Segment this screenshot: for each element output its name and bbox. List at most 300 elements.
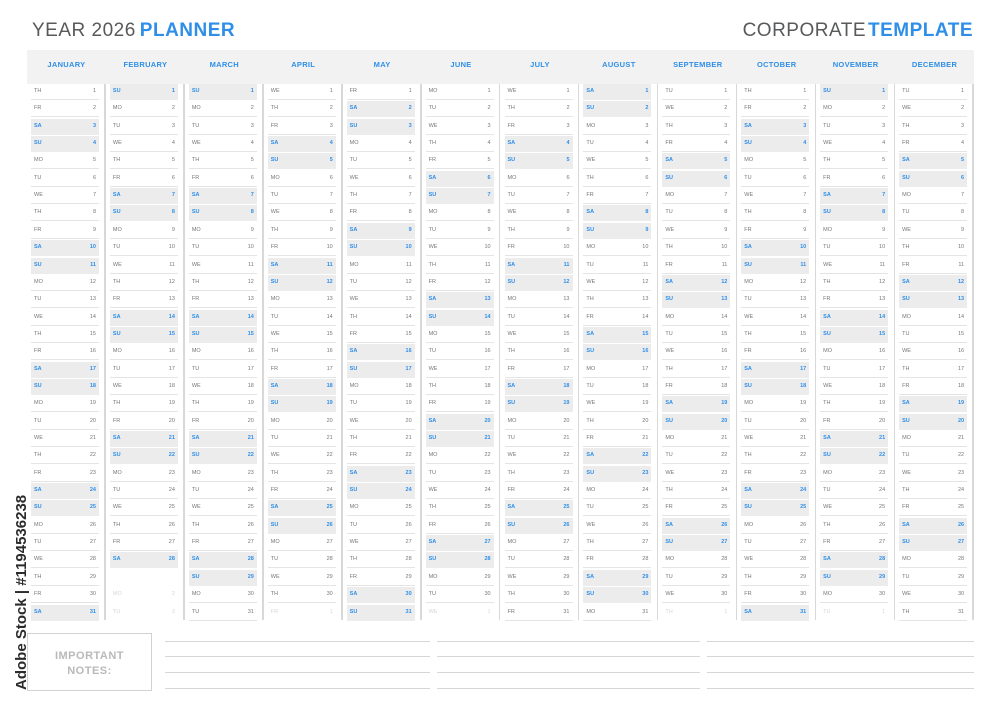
day-row[interactable] <box>741 153 809 169</box>
day-row[interactable] <box>110 171 178 187</box>
day-row[interactable] <box>31 188 99 204</box>
note-line[interactable] <box>437 672 700 673</box>
day-row[interactable] <box>820 466 888 482</box>
note-line[interactable] <box>707 672 974 673</box>
day-row[interactable] <box>110 84 178 100</box>
day-row[interactable] <box>583 414 651 430</box>
note-line[interactable] <box>437 688 700 689</box>
day-row[interactable] <box>505 587 573 603</box>
day-row[interactable] <box>268 223 336 239</box>
day-row[interactable] <box>583 605 651 621</box>
day-row[interactable] <box>820 275 888 291</box>
day-row[interactable] <box>899 327 967 343</box>
day-row[interactable] <box>268 84 336 100</box>
note-line[interactable] <box>437 656 700 657</box>
day-row[interactable] <box>505 275 573 291</box>
day-row[interactable] <box>347 153 415 169</box>
day-row[interactable] <box>505 136 573 152</box>
day-row[interactable] <box>31 605 99 621</box>
day-row[interactable] <box>426 223 494 239</box>
day-row[interactable] <box>505 344 573 360</box>
day-row[interactable] <box>110 518 178 534</box>
day-row[interactable] <box>583 84 651 100</box>
day-row[interactable] <box>110 310 178 326</box>
day-row[interactable] <box>347 605 415 621</box>
day-row[interactable] <box>189 275 257 291</box>
day-row[interactable] <box>110 240 178 256</box>
day-row[interactable] <box>505 258 573 274</box>
day-row[interactable] <box>662 396 730 412</box>
day-row[interactable] <box>347 258 415 274</box>
day-row[interactable] <box>110 500 178 516</box>
day-row[interactable] <box>741 119 809 135</box>
day-row[interactable] <box>31 84 99 100</box>
day-row[interactable] <box>505 518 573 534</box>
day-row[interactable] <box>899 396 967 412</box>
day-row[interactable] <box>505 379 573 395</box>
day-row[interactable] <box>426 119 494 135</box>
day-row[interactable] <box>31 414 99 430</box>
day-row[interactable] <box>426 379 494 395</box>
day-row[interactable] <box>820 448 888 464</box>
note-line[interactable] <box>437 641 700 642</box>
day-row[interactable] <box>505 362 573 378</box>
day-row[interactable] <box>662 310 730 326</box>
day-row[interactable] <box>820 500 888 516</box>
day-row[interactable] <box>189 362 257 378</box>
day-row[interactable] <box>899 431 967 447</box>
day-row[interactable] <box>662 518 730 534</box>
day-row[interactable] <box>820 205 888 221</box>
day-row[interactable] <box>268 362 336 378</box>
day-row[interactable] <box>899 552 967 568</box>
day-row[interactable] <box>505 414 573 430</box>
day-row[interactable] <box>583 258 651 274</box>
day-row[interactable] <box>31 362 99 378</box>
day-row[interactable] <box>583 362 651 378</box>
day-row[interactable] <box>189 205 257 221</box>
day-row[interactable] <box>110 379 178 395</box>
day-row[interactable] <box>820 101 888 117</box>
day-row[interactable] <box>899 119 967 135</box>
day-row[interactable] <box>820 153 888 169</box>
day-row[interactable] <box>347 119 415 135</box>
day-row[interactable] <box>583 483 651 499</box>
day-row[interactable] <box>110 431 178 447</box>
day-row[interactable] <box>899 466 967 482</box>
day-row[interactable] <box>347 310 415 326</box>
day-row[interactable] <box>899 310 967 326</box>
day-row[interactable] <box>426 171 494 187</box>
day-row[interactable] <box>347 136 415 152</box>
day-row[interactable] <box>110 448 178 464</box>
day-row[interactable] <box>662 379 730 395</box>
day-row[interactable] <box>899 240 967 256</box>
day-row[interactable] <box>662 188 730 204</box>
day-row[interactable] <box>662 483 730 499</box>
day-row[interactable] <box>505 552 573 568</box>
day-row[interactable] <box>583 275 651 291</box>
day-row[interactable] <box>899 275 967 291</box>
day-row[interactable] <box>741 258 809 274</box>
day-row[interactable] <box>110 258 178 274</box>
day-row[interactable] <box>347 240 415 256</box>
day-row[interactable] <box>741 396 809 412</box>
day-row[interactable] <box>662 171 730 187</box>
day-row[interactable] <box>583 396 651 412</box>
day-row[interactable] <box>505 570 573 586</box>
day-row[interactable] <box>110 552 178 568</box>
day-row[interactable] <box>426 84 494 100</box>
day-row[interactable] <box>31 379 99 395</box>
day-row[interactable] <box>31 518 99 534</box>
day-row[interactable] <box>899 605 967 621</box>
day-row[interactable] <box>820 587 888 603</box>
day-row[interactable] <box>820 605 888 621</box>
day-row[interactable] <box>741 344 809 360</box>
day-row[interactable] <box>189 379 257 395</box>
day-row[interactable] <box>741 223 809 239</box>
day-row[interactable] <box>31 483 99 499</box>
day-row[interactable] <box>505 605 573 621</box>
day-row[interactable] <box>505 101 573 117</box>
day-row[interactable] <box>741 552 809 568</box>
day-row[interactable] <box>820 396 888 412</box>
note-line[interactable] <box>707 656 974 657</box>
day-row[interactable] <box>741 605 809 621</box>
day-row[interactable] <box>741 466 809 482</box>
day-row[interactable] <box>505 223 573 239</box>
day-row[interactable] <box>741 431 809 447</box>
day-row[interactable] <box>268 101 336 117</box>
day-row[interactable] <box>189 431 257 447</box>
day-row[interactable] <box>110 466 178 482</box>
day-row[interactable] <box>662 414 730 430</box>
day-row[interactable] <box>426 448 494 464</box>
day-row[interactable] <box>741 535 809 551</box>
day-row[interactable] <box>189 310 257 326</box>
day-row[interactable] <box>189 344 257 360</box>
day-row[interactable] <box>426 500 494 516</box>
day-row[interactable] <box>426 292 494 308</box>
day-row[interactable] <box>110 605 178 621</box>
day-row[interactable] <box>820 136 888 152</box>
day-row[interactable] <box>426 587 494 603</box>
day-row[interactable] <box>110 119 178 135</box>
day-row[interactable] <box>268 310 336 326</box>
day-row[interactable] <box>268 327 336 343</box>
day-row[interactable] <box>662 605 730 621</box>
day-row[interactable] <box>662 292 730 308</box>
day-row[interactable] <box>505 171 573 187</box>
day-row[interactable] <box>347 414 415 430</box>
day-row[interactable] <box>820 344 888 360</box>
note-line[interactable] <box>165 641 430 642</box>
day-row[interactable] <box>426 362 494 378</box>
day-row[interactable] <box>426 483 494 499</box>
day-row[interactable] <box>820 535 888 551</box>
day-row[interactable] <box>31 431 99 447</box>
day-row[interactable] <box>583 535 651 551</box>
day-row[interactable] <box>899 500 967 516</box>
note-line[interactable] <box>165 688 430 689</box>
day-row[interactable] <box>899 570 967 586</box>
day-row[interactable] <box>662 101 730 117</box>
day-row[interactable] <box>426 535 494 551</box>
day-row[interactable] <box>426 518 494 534</box>
day-row[interactable] <box>268 171 336 187</box>
day-row[interactable] <box>899 171 967 187</box>
day-row[interactable] <box>268 466 336 482</box>
day-row[interactable] <box>268 414 336 430</box>
day-row[interactable] <box>347 500 415 516</box>
day-row[interactable] <box>347 275 415 291</box>
day-row[interactable] <box>189 448 257 464</box>
day-row[interactable] <box>899 205 967 221</box>
day-row[interactable] <box>110 535 178 551</box>
day-row[interactable] <box>110 414 178 430</box>
day-row[interactable] <box>583 101 651 117</box>
day-row[interactable] <box>347 570 415 586</box>
day-row[interactable] <box>426 205 494 221</box>
day-row[interactable] <box>189 466 257 482</box>
day-row[interactable] <box>31 223 99 239</box>
day-row[interactable] <box>110 483 178 499</box>
day-row[interactable] <box>899 223 967 239</box>
day-row[interactable] <box>268 448 336 464</box>
day-row[interactable] <box>110 344 178 360</box>
day-row[interactable] <box>189 605 257 621</box>
day-row[interactable] <box>426 605 494 621</box>
day-row[interactable] <box>426 258 494 274</box>
day-row[interactable] <box>505 292 573 308</box>
day-row[interactable] <box>505 84 573 100</box>
day-row[interactable] <box>583 466 651 482</box>
day-row[interactable] <box>347 362 415 378</box>
day-row[interactable] <box>31 292 99 308</box>
day-row[interactable] <box>662 327 730 343</box>
day-row[interactable] <box>426 310 494 326</box>
day-row[interactable] <box>505 535 573 551</box>
day-row[interactable] <box>110 292 178 308</box>
day-row[interactable] <box>347 84 415 100</box>
day-row[interactable] <box>426 344 494 360</box>
day-row[interactable] <box>741 500 809 516</box>
day-row[interactable] <box>505 310 573 326</box>
day-row[interactable] <box>662 223 730 239</box>
day-row[interactable] <box>426 275 494 291</box>
day-row[interactable] <box>347 431 415 447</box>
day-row[interactable] <box>110 205 178 221</box>
day-row[interactable] <box>505 483 573 499</box>
day-row[interactable] <box>268 153 336 169</box>
day-row[interactable] <box>189 500 257 516</box>
day-row[interactable] <box>899 483 967 499</box>
day-row[interactable] <box>189 587 257 603</box>
day-row[interactable] <box>189 570 257 586</box>
day-row[interactable] <box>820 518 888 534</box>
day-row[interactable] <box>31 570 99 586</box>
day-row[interactable] <box>662 119 730 135</box>
day-row[interactable] <box>189 84 257 100</box>
day-row[interactable] <box>268 500 336 516</box>
day-row[interactable] <box>741 84 809 100</box>
day-row[interactable] <box>31 535 99 551</box>
day-row[interactable] <box>741 275 809 291</box>
day-row[interactable] <box>505 188 573 204</box>
day-row[interactable] <box>347 344 415 360</box>
day-row[interactable] <box>189 396 257 412</box>
day-row[interactable] <box>268 379 336 395</box>
day-row[interactable] <box>741 570 809 586</box>
day-row[interactable] <box>110 396 178 412</box>
day-row[interactable] <box>741 414 809 430</box>
day-row[interactable] <box>505 153 573 169</box>
day-row[interactable] <box>110 327 178 343</box>
day-row[interactable] <box>268 136 336 152</box>
day-row[interactable] <box>268 535 336 551</box>
day-row[interactable] <box>31 205 99 221</box>
day-row[interactable] <box>426 240 494 256</box>
day-row[interactable] <box>662 258 730 274</box>
day-row[interactable] <box>31 396 99 412</box>
day-row[interactable] <box>189 414 257 430</box>
day-row[interactable] <box>583 431 651 447</box>
day-row[interactable] <box>583 223 651 239</box>
day-row[interactable] <box>662 362 730 378</box>
day-row[interactable] <box>110 587 178 603</box>
day-row[interactable] <box>583 552 651 568</box>
day-row[interactable] <box>189 240 257 256</box>
day-row[interactable] <box>741 136 809 152</box>
day-row[interactable] <box>31 344 99 360</box>
day-row[interactable] <box>662 535 730 551</box>
day-row[interactable] <box>820 171 888 187</box>
day-row[interactable] <box>741 448 809 464</box>
day-row[interactable] <box>820 310 888 326</box>
day-row[interactable] <box>268 570 336 586</box>
day-row[interactable] <box>268 275 336 291</box>
day-row[interactable] <box>505 466 573 482</box>
day-row[interactable] <box>347 483 415 499</box>
day-row[interactable] <box>347 101 415 117</box>
day-row[interactable] <box>110 223 178 239</box>
day-row[interactable] <box>505 431 573 447</box>
day-row[interactable] <box>662 205 730 221</box>
day-row[interactable] <box>189 223 257 239</box>
day-row[interactable] <box>662 431 730 447</box>
day-row[interactable] <box>583 310 651 326</box>
day-row[interactable] <box>583 240 651 256</box>
day-row[interactable] <box>583 205 651 221</box>
day-row[interactable] <box>110 362 178 378</box>
day-row[interactable] <box>31 466 99 482</box>
day-row[interactable] <box>820 483 888 499</box>
day-row[interactable] <box>505 500 573 516</box>
day-row[interactable] <box>268 188 336 204</box>
day-row[interactable] <box>583 570 651 586</box>
day-row[interactable] <box>741 171 809 187</box>
day-row[interactable] <box>31 552 99 568</box>
day-row[interactable] <box>268 518 336 534</box>
note-line[interactable] <box>707 641 974 642</box>
day-row[interactable] <box>110 275 178 291</box>
day-row[interactable] <box>189 101 257 117</box>
day-row[interactable] <box>662 466 730 482</box>
day-row[interactable] <box>268 240 336 256</box>
day-row[interactable] <box>189 171 257 187</box>
day-row[interactable] <box>583 153 651 169</box>
day-row[interactable] <box>505 205 573 221</box>
day-row[interactable] <box>268 119 336 135</box>
day-row[interactable] <box>662 240 730 256</box>
day-row[interactable] <box>662 500 730 516</box>
day-row[interactable] <box>820 552 888 568</box>
day-row[interactable] <box>820 223 888 239</box>
day-row[interactable] <box>899 379 967 395</box>
note-line[interactable] <box>165 672 430 673</box>
day-row[interactable] <box>426 327 494 343</box>
note-line[interactable] <box>165 656 430 657</box>
day-row[interactable] <box>347 552 415 568</box>
day-row[interactable] <box>347 448 415 464</box>
day-row[interactable] <box>189 535 257 551</box>
day-row[interactable] <box>347 518 415 534</box>
day-row[interactable] <box>347 327 415 343</box>
day-row[interactable] <box>31 258 99 274</box>
day-row[interactable] <box>820 414 888 430</box>
day-row[interactable] <box>347 587 415 603</box>
day-row[interactable] <box>268 552 336 568</box>
day-row[interactable] <box>110 188 178 204</box>
day-row[interactable] <box>426 466 494 482</box>
day-row[interactable] <box>268 344 336 360</box>
day-row[interactable] <box>741 240 809 256</box>
day-row[interactable] <box>505 327 573 343</box>
day-row[interactable] <box>189 188 257 204</box>
day-row[interactable] <box>583 171 651 187</box>
day-row[interactable] <box>583 344 651 360</box>
day-row[interactable] <box>505 240 573 256</box>
day-row[interactable] <box>899 292 967 308</box>
day-row[interactable] <box>583 587 651 603</box>
day-row[interactable] <box>189 136 257 152</box>
day-row[interactable] <box>583 518 651 534</box>
day-row[interactable] <box>583 500 651 516</box>
day-row[interactable] <box>505 448 573 464</box>
day-row[interactable] <box>899 587 967 603</box>
day-row[interactable] <box>741 518 809 534</box>
day-row[interactable] <box>268 396 336 412</box>
day-row[interactable] <box>899 153 967 169</box>
day-row[interactable] <box>189 327 257 343</box>
day-row[interactable] <box>347 379 415 395</box>
day-row[interactable] <box>820 188 888 204</box>
day-row[interactable] <box>662 570 730 586</box>
day-row[interactable] <box>31 240 99 256</box>
day-row[interactable] <box>189 483 257 499</box>
day-row[interactable] <box>820 84 888 100</box>
day-row[interactable] <box>31 275 99 291</box>
day-row[interactable] <box>347 396 415 412</box>
day-row[interactable] <box>820 327 888 343</box>
day-row[interactable] <box>268 205 336 221</box>
note-line[interactable] <box>707 688 974 689</box>
day-row[interactable] <box>347 535 415 551</box>
day-row[interactable] <box>820 362 888 378</box>
day-row[interactable] <box>189 258 257 274</box>
day-row[interactable] <box>899 258 967 274</box>
